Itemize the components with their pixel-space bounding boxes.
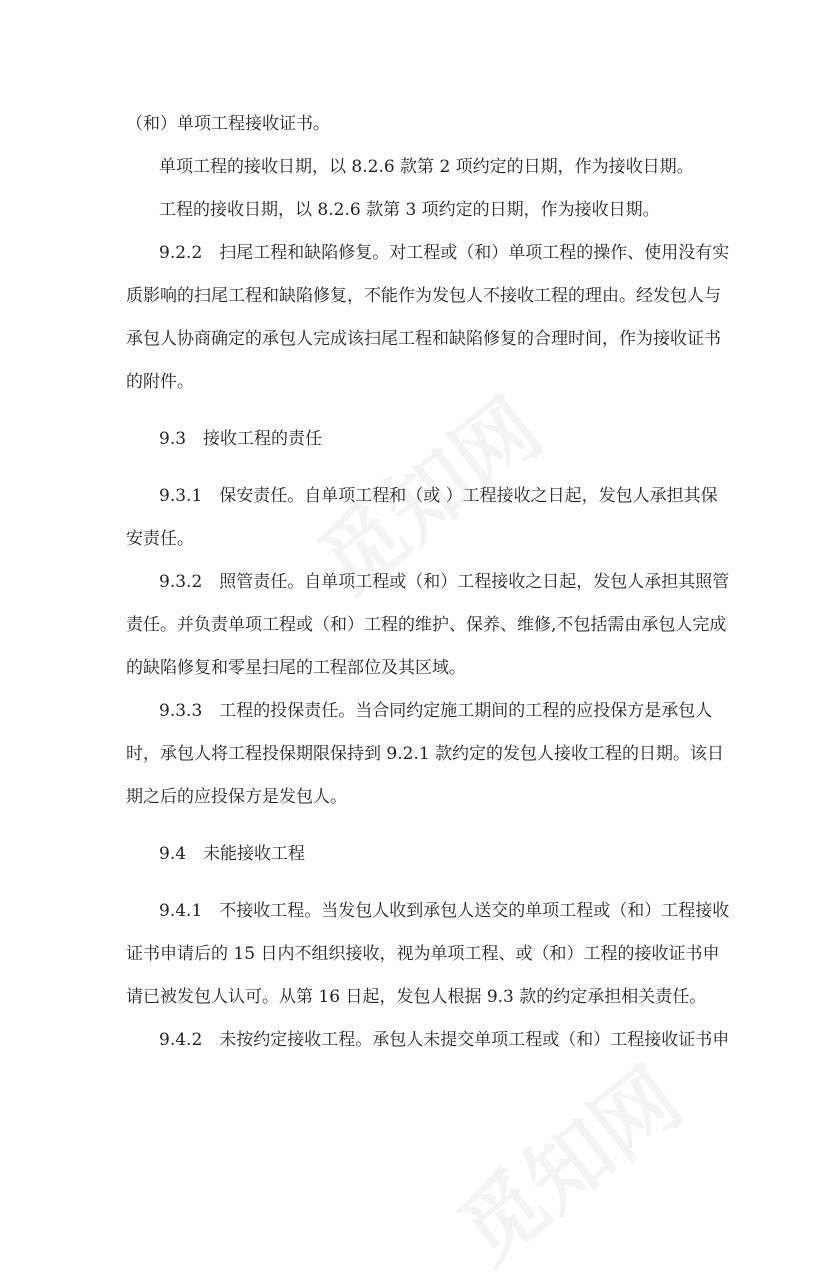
text-line: 工程的接收日期，以 8.2.6 款第 3 项约定的日期，作为接收日期。 [159, 200, 660, 220]
text-line: 请已被发包人认可。从第 16 日起，发包人根据 9.3 款的约定承担相关责任。 [126, 987, 707, 1007]
section-heading: 9.4 未能接收工程 [159, 844, 306, 864]
text-line: 证书申请后的 15 日内不组织接收，视为单项工程、或（和）工程的接收证书申 [126, 944, 720, 964]
text-line: 的附件。 [126, 372, 194, 392]
text-line: 承包人协商确定的承包人完成该扫尾工程和缺陷修复的合理时间，作为接收证书 [126, 329, 721, 349]
text-line: 的缺陷修复和零星扫尾的工程部位及其区域。 [126, 658, 466, 678]
section-heading: 9.3 接收工程的责任 [159, 429, 323, 449]
watermark-2 [429, 1035, 702, 1286]
text-line: 期之后的应投保方是发包人。 [126, 787, 347, 807]
text-line: 9.4.1 不接收工程。当发包人收到承包人送交的单项工程或（和）工程接收 [159, 901, 730, 921]
text-line: （和）单项工程接收证书。 [126, 114, 330, 134]
text-line: 单项工程的接收日期，以 8.2.6 款第 2 项约定的日期，作为接收日期。 [159, 157, 694, 177]
text-line: 安责任。 [126, 529, 194, 549]
text-line: 9.3.2 照管责任。自单项工程或（和）工程接收之日起，发包人承担其照管 [159, 572, 730, 592]
text-line: 9.3.3 工程的投保责任。当合同约定施工期间的工程的应投保方是承包人 [159, 701, 713, 721]
text-line: 责任。并负责单项工程或（和）工程的维护、保养、维修,不包括需由承包人完成 [126, 615, 727, 635]
text-line: 9.2.2 扫尾工程和缺陷修复。对工程或（和）单项工程的操作、使用没有实 [159, 243, 730, 263]
text-line: 时，承包人将工程投保期限保持到 9.2.1 款约定的发包人接收工程的日期。该日 [126, 744, 725, 764]
text-line: 9.3.1 保安责任。自单项工程和（或 ）工程接收之日起，发包人承担其保 [159, 486, 718, 506]
text-line: 质影响的扫尾工程和缺陷修复，不能作为发包人不接收工程的理由。经发包人与 [126, 286, 721, 306]
text-line: 9.4.2 未按约定接收工程。承包人未提交单项工程或（和）工程接收证书申 [159, 1030, 730, 1050]
